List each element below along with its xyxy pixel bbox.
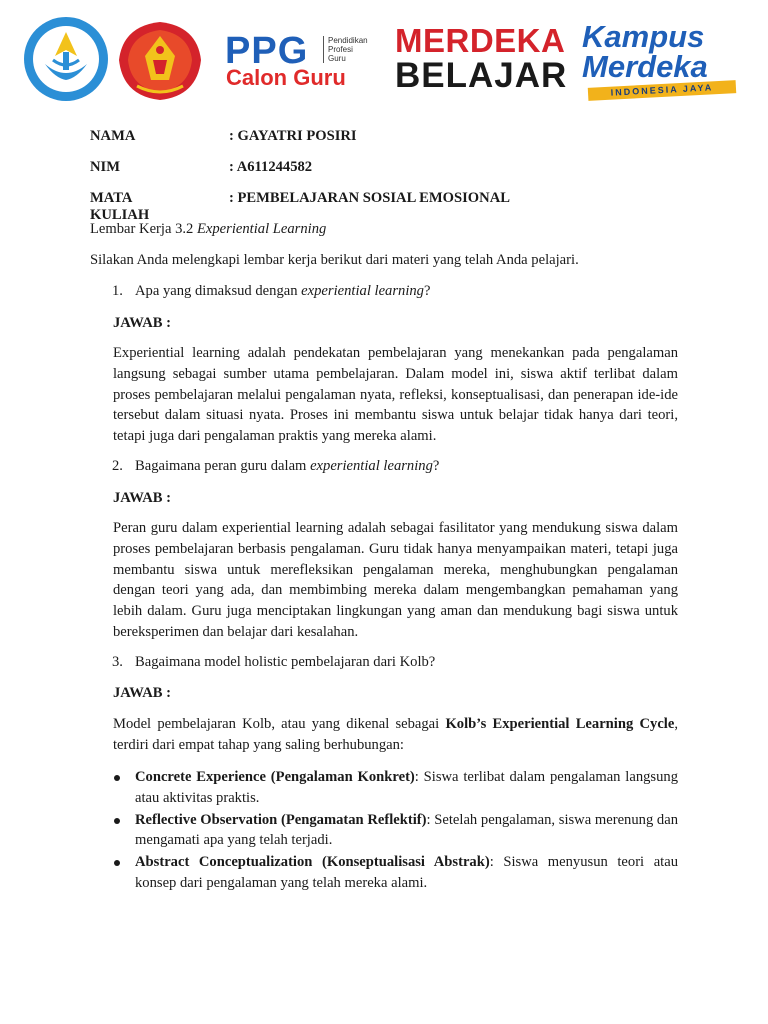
stage-term: Reflective Observation (Pengamatan Reflektif) (135, 811, 427, 828)
ppg-side-line: Guru (328, 54, 346, 63)
answer-label: JAWAB : (113, 315, 171, 331)
question-text-part: ? (432, 458, 440, 474)
nim-label: NIM (90, 159, 120, 175)
question-text-part: ? (423, 283, 431, 299)
question-text-em: experiential learning (310, 458, 433, 474)
kolb-cycle-term: Kolb’s Experiential Learning Cycle (445, 716, 675, 732)
belajar-text: BELAJAR (395, 56, 568, 95)
calon-guru-text: Calon Guru (226, 65, 346, 90)
ppg-text: PPG (225, 30, 309, 72)
course-value: : PEMBELAJARAN SOSIAL EMOSIONAL (229, 190, 510, 206)
logo-bar (20, 14, 750, 104)
answer-1-text: Experiential learning adalah pendekatan pembelajaran yang menekankan pada pengalaman langsung sebagai sumber utama pembelajaran. Dalam model ini, siswa aktif terlibat dalam proses pembelajaran melalui pengalaman nyata, refleksi, konseptualisasi, dan penerapan ide-ide tersebut dalam situasi nyata. Proses ini membantu siswa untuk belajar tidak hanya dari teori, tetapi juga dari pengalaman praktis yang mereka alami. (113, 345, 678, 445)
stage-desc: : Siswa menyusun teori atau konsep dari pengalaman yang telah mereka alami. (135, 854, 679, 891)
question-text (135, 283, 430, 300)
list-item (113, 810, 678, 852)
instruction-text: Silakan Anda melengkapi lembar kerja berikut dari materi yang telah Anda pelajari. (90, 252, 579, 268)
course-label: MATA KULIAH (90, 190, 150, 223)
ppg-side-text (323, 36, 368, 63)
university-emblem-logo (117, 20, 203, 102)
question-text-part: Apa yang dimaksud dengan (135, 283, 302, 299)
question-text-em: experiential learning (301, 283, 424, 299)
indonesia-jaya-band: INDONESIA JAYA (588, 80, 736, 101)
merdeka-belajar-logo (395, 22, 568, 95)
stage-desc: : Siswa terlibat dalam pengalaman langsung atau aktivitas praktis. (135, 769, 678, 806)
bullet-icon (114, 775, 120, 781)
answer-3-intro-part: , terdiri dari empat tahap yang saling berhubungan: (113, 716, 678, 753)
ppg-calon-guru-logo (225, 32, 375, 92)
worksheet-title-em: Experiential Learning (196, 221, 327, 237)
question-text (135, 458, 439, 475)
answer-3-intro (113, 714, 678, 756)
nim-value: : A611244582 (229, 159, 313, 175)
name-value: : GAYATRI POSIRI (229, 128, 357, 144)
stage-term: Abstract Conceptualization (Konseptualisasi Abstrak) (135, 854, 490, 871)
answer-3-intro-part: Model pembelajaran Kolb, atau yang dikenal sebagai (113, 716, 446, 732)
question-number: 2. (112, 458, 123, 474)
worksheet-title-prefix: Lembar Kerja 3.2 (90, 221, 197, 237)
answer-label: JAWAB : (113, 490, 171, 506)
question-number: 3. (112, 654, 123, 670)
bullet-icon (114, 860, 120, 866)
stage-desc: : Setelah pengalaman, siswa merenung dan mengamati apa yang telah terjadi. (135, 811, 679, 849)
worksheet-title (90, 221, 326, 238)
merdeka-text: Merdeka (582, 49, 708, 84)
kampus-merdeka-logo (582, 19, 752, 102)
tut-wuri-handayani-logo (23, 16, 109, 102)
answer-label: JAWAB : (113, 685, 171, 701)
stage-term: Concrete Experience (Pengalaman Konkret) (135, 769, 415, 785)
kampus-text: Kampus (582, 19, 705, 54)
merdeka-text: MERDEKA (395, 22, 566, 59)
list-item (113, 852, 678, 894)
question-text: Bagaimana model holistic pembelajaran dari Kolb? (135, 654, 436, 670)
question-text-part: Bagaimana peran guru dalam (135, 458, 311, 474)
answer-2-text: Peran guru dalam experiential learning adalah sebagai fasilitator yang mendukung siswa dalam proses pembelajaran berbasis pengalaman. Guru tidak hanya menyampaikan materi, tetapi juga membantu siswa untuk merefleksikan pengalaman mereka, menghubungkan pengalaman dengan teori yang ada, dan membimbing mereka dalam mengembangkan pemahaman yang lebih dalam. Guru juga menciptakan lingkungan yang aman dan mendukung bagi siswa untuk bereksperimen dan belajar dari kesalahan. (113, 520, 678, 640)
ppg-side-line: Profesi (328, 45, 353, 54)
bullet-icon (114, 818, 120, 824)
list-item (113, 767, 678, 809)
name-label: NAMA (90, 128, 136, 144)
ppg-side-line: Pendidikan (328, 36, 368, 45)
kolb-stages-list (113, 767, 678, 895)
question-number: 1. (112, 283, 123, 299)
